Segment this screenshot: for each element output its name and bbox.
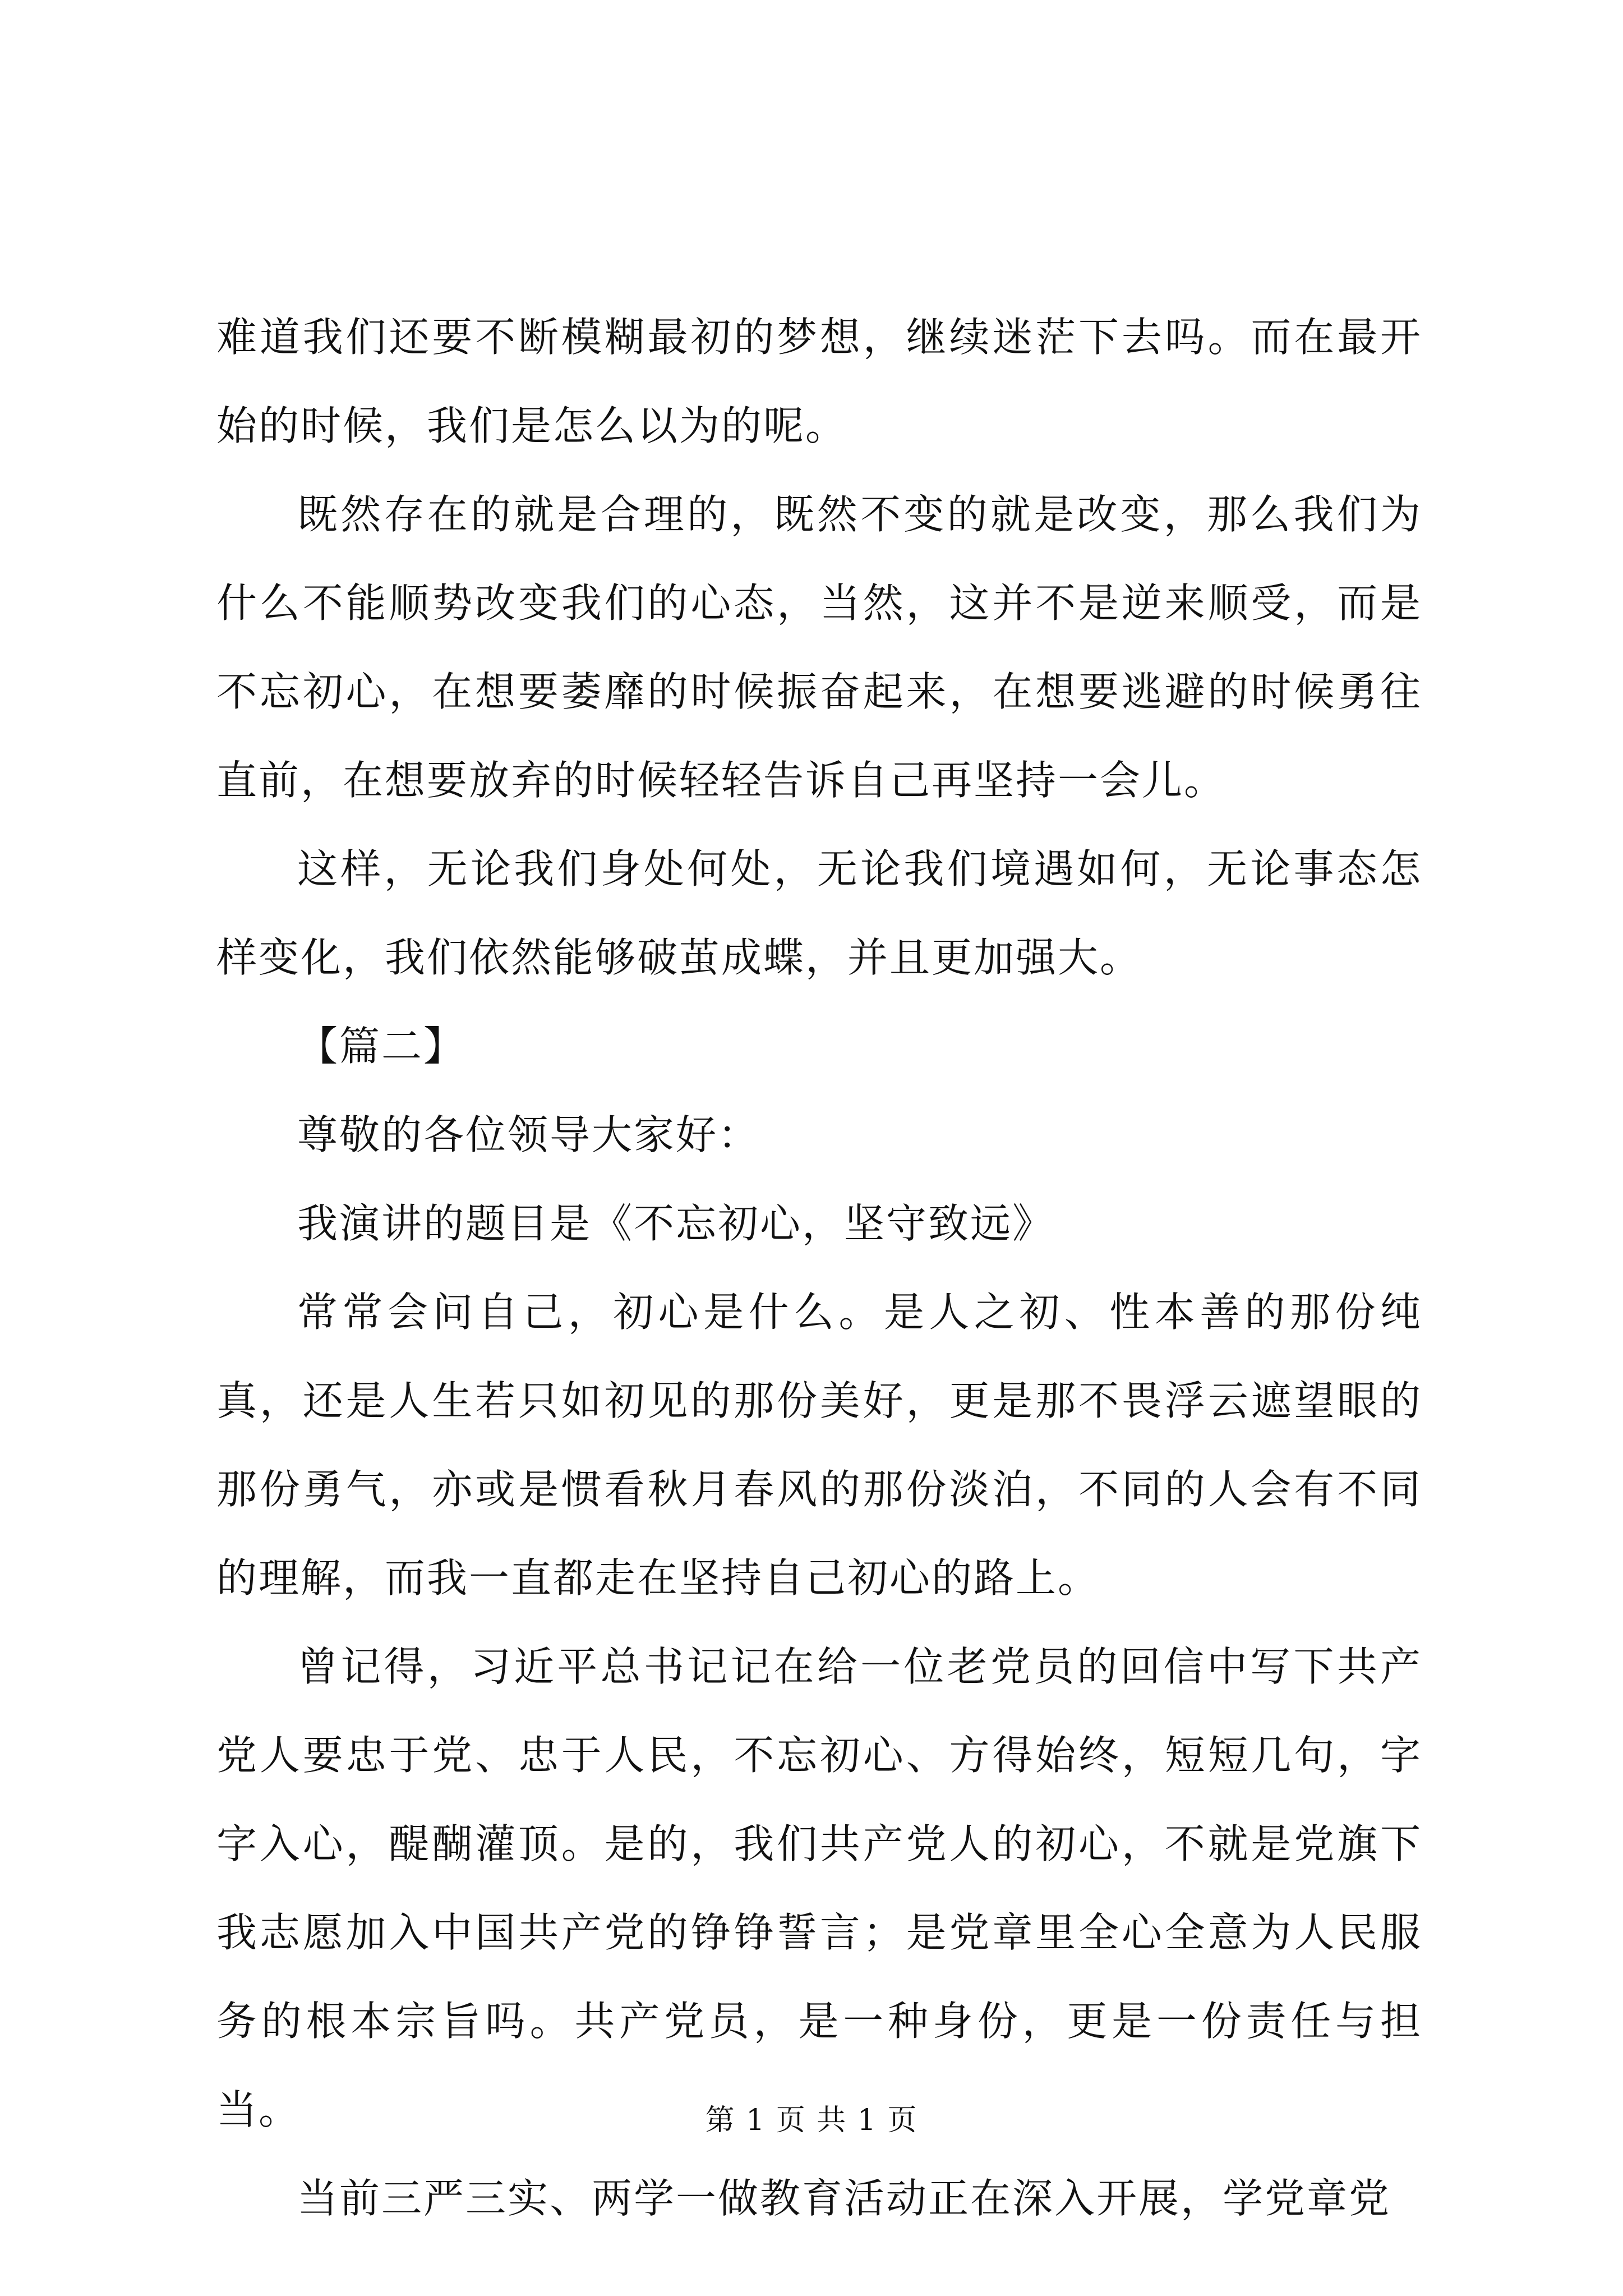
page-number-label: 第 1 页 共 1 页 (705, 2104, 918, 2137)
paragraph-3: 这样，无论我们身处何处，无论我们境遇如何，无论事态怎样变化，我们依然能够破茧成蝶，并且更加强大。 (216, 845, 1422, 981)
page-footer (0, 2101, 1623, 2140)
salutation: 尊敬的各位领导大家好： (297, 1111, 760, 1158)
paragraph-7: 常常会问自己，初心是什么。是人之初、性本善的那份纯真，还是人生若只如初见的那份美好，更是那不畏浮云遮望眼的那份勇气，亦或是惯看秋月春风的那份淡泊，不同的人会有不同的理解，而我一直都走在坚持自己初心的路上。 (216, 1289, 1422, 1602)
paragraph-9: 当前三严三实、两学一做教育活动正在深入开展，学党章党 (297, 2175, 1391, 2222)
paragraph-8: 曾记得，习近平总书记记在给一位老党员的回信中写下共产党人要忠于党、忠于人民，不忘初心、方得始终，短短几句，字字入心，醍醐灌顶。是的，我们共产党人的初心，不就是党旗下我志愿加入中国共产党的铮铮誓言；是党章里全心全意为人民服务的根本宗旨吗。共产党员，是一种身份，更是一份责任与担当。 (216, 1643, 1422, 2133)
speech-title-line: 我演讲的题目是《不忘初心，坚守致远》 (297, 1200, 1055, 1247)
paragraph-1: 难道我们还要不断模糊最初的梦想，继续迷茫下去吗。而在最开始的时候，我们是怎么以为的呢。 (216, 314, 1422, 449)
paragraph-2: 既然存在的就是合理的，既然不变的就是改变，那么我们为什么不能顺势改变我们的心态，当然，这并不是逆来顺受，而是不忘初心，在想要萎靡的时候振奋起来，在想要逃避的时候勇往直前，在想要放弃的时候轻轻告诉自己再坚持一会儿。 (216, 491, 1422, 804)
section-heading: 【篇二】 (297, 1023, 466, 1070)
body-text (216, 293, 1422, 2243)
